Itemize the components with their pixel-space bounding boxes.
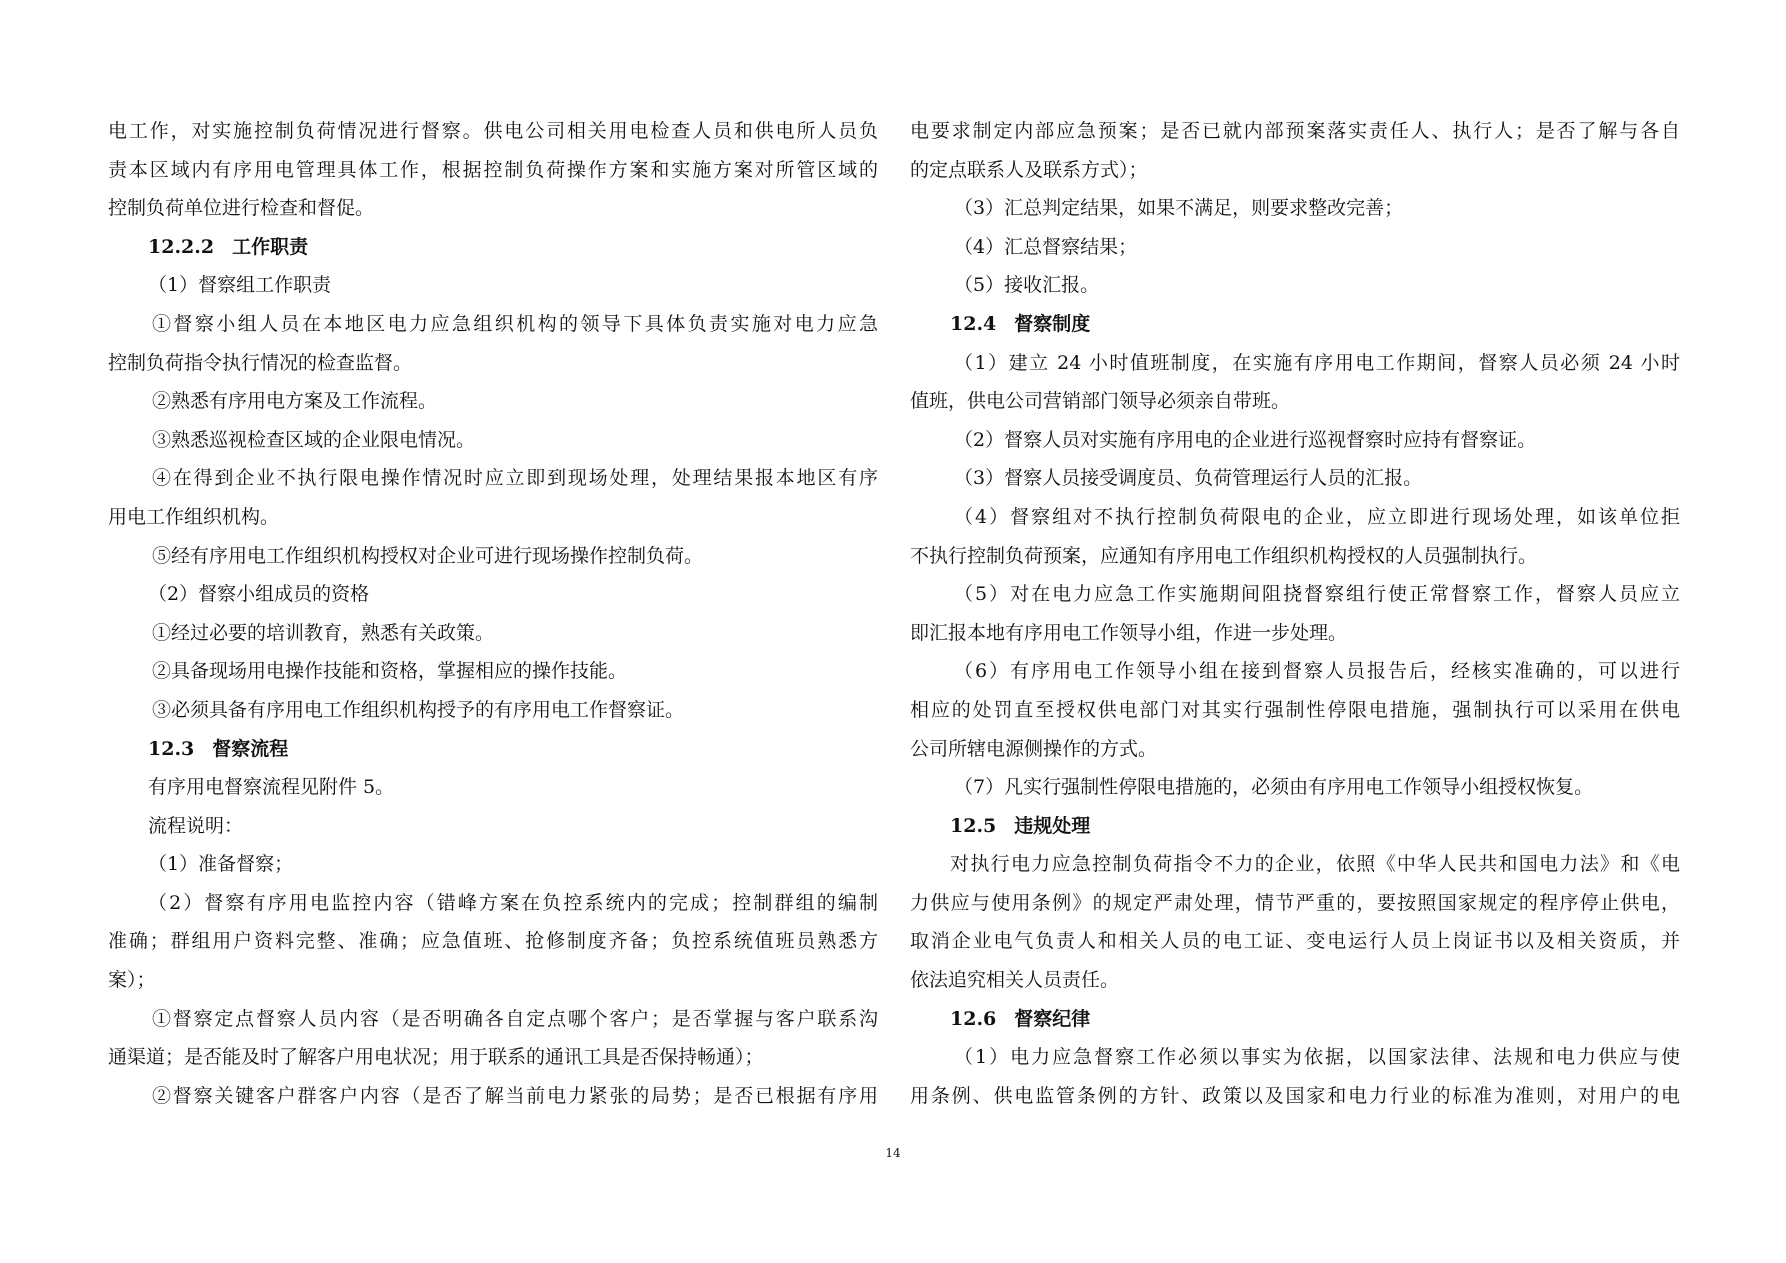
text-line: 取消企业电气负责人和相关人员的电工证、变电运行人员上岗证书以及相关资质，并 bbox=[910, 930, 1680, 953]
section-number: 12.3 bbox=[148, 737, 195, 760]
text-line: 电工作，对实施控制负荷情况进行督察。供电公司相关用电检查人员和供电所人员负 bbox=[108, 120, 878, 142]
text-line: （5）对在电力应急工作实施期间阻挠督察组行使正常督察工作，督察人员应立 bbox=[954, 583, 1680, 606]
text-line: （2）督察小组成员的资格 bbox=[148, 583, 370, 606]
text-line: ①督察小组人员在本地区电力应急组织机构的领导下具体负责实施对电力应急 bbox=[152, 312, 878, 335]
text-line: （3）汇总判定结果，如果不满足，则要求整改完善； bbox=[954, 197, 1404, 220]
section-number: 12.5 bbox=[950, 814, 997, 837]
section-number: 12.4 bbox=[950, 312, 997, 335]
text-line: 用条例、供电监管条例的方针、政策以及国家和电力行业的标准为准则，对用户的电 bbox=[910, 1084, 1680, 1107]
section-title: 工作职责 bbox=[232, 235, 309, 258]
text-line: 电要求制定内部应急预案；是否已就内部预案落实责任人、执行人；是否了解与各自 bbox=[910, 120, 1680, 142]
text-line: （7）凡实行强制性停限电措施的，必须由有序用电工作领导小组授权恢复。 bbox=[954, 776, 1594, 799]
text-line: 对执行电力应急控制负荷指令不力的企业，依照《中华人民共和国电力法》和《电 bbox=[950, 853, 1680, 876]
text-line: （4）汇总督察结果； bbox=[954, 235, 1138, 258]
text-line: ②熟悉有序用电方案及工作流程。 bbox=[152, 390, 438, 413]
section-title: 督察制度 bbox=[1014, 312, 1091, 335]
text-line: （5）接收汇报。 bbox=[954, 274, 1100, 297]
text-line: 值班，供电公司营销部门领导必须亲自带班。 bbox=[910, 390, 1291, 413]
text-line: （1）准备督察； bbox=[148, 853, 294, 876]
text-line: 依法追究相关人员责任。 bbox=[910, 969, 1120, 992]
text-line: 不执行控制负荷预案，应通知有序用电工作组织机构授权的人员强制执行。 bbox=[910, 544, 1538, 567]
text-line: 流程说明： bbox=[148, 814, 244, 837]
text-line: 用电工作组织机构。 bbox=[108, 505, 280, 528]
text-line: ②具备现场用电操作技能和资格，掌握相应的操作技能。 bbox=[152, 660, 628, 683]
section-title: 违规处理 bbox=[1014, 814, 1091, 837]
text-line: 相应的处罚直至授权供电部门对其实行强制性停限电措施，强制执行可以采用在供电 bbox=[910, 698, 1680, 721]
section-number: 12.6 bbox=[950, 1007, 997, 1030]
text-line: 控制负荷单位进行检查和督促。 bbox=[108, 197, 375, 220]
text-line: ①经过必要的培训教育，熟悉有关政策。 bbox=[152, 621, 495, 644]
text-line: （1）电力应急督察工作必须以事实为依据，以国家法律、法规和电力供应与使 bbox=[954, 1046, 1680, 1069]
text-line: ③熟悉巡视检查区域的企业限电情况。 bbox=[152, 428, 476, 451]
text-line: ⑤经有序用电工作组织机构授权对企业可进行现场操作控制负荷。 bbox=[152, 544, 704, 567]
section-heading bbox=[108, 730, 878, 769]
text-line: 案）； bbox=[108, 969, 156, 992]
section-title: 督察纪律 bbox=[1014, 1007, 1091, 1030]
page-number: 14 bbox=[885, 1146, 901, 1160]
left-column bbox=[108, 112, 878, 1115]
text-line: ②督察关键客户群客户内容（是否了解当前电力紧张的局势；是否已根据有序用 bbox=[152, 1084, 878, 1107]
text-line: ④在得到企业不执行限电操作情况时应立即到现场处理，处理结果报本地区有序 bbox=[152, 467, 878, 490]
section-title: 督察流程 bbox=[212, 737, 289, 760]
text-line: 控制负荷指令执行情况的检查监督。 bbox=[108, 351, 413, 374]
text-line: 有序用电督察流程见附件 5。 bbox=[148, 776, 395, 799]
section-heading bbox=[910, 305, 1680, 344]
text-line: 责本区域内有序用电管理具体工作，根据控制负荷操作方案和实施方案对所管区域的 bbox=[108, 158, 878, 181]
text-line: （4）督察组对不执行控制负荷限电的企业，应立即进行现场处理，如该单位拒 bbox=[954, 505, 1680, 528]
text-line: （3）督察人员接受调度员、负荷管理运行人员的汇报。 bbox=[954, 467, 1423, 490]
text-line: ③必须具备有序用电工作组织机构授予的有序用电工作督察证。 bbox=[152, 698, 685, 721]
text-line: 即汇报本地有序用电工作领导小组，作进一步处理。 bbox=[910, 621, 1348, 644]
text-line: （2）督察人员对实施有序用电的企业进行巡视督察时应持有督察证。 bbox=[954, 428, 1537, 451]
text-line: 通渠道；是否能及时了解客户用电状况；用于联系的通讯工具是否保持畅通）； bbox=[108, 1046, 764, 1069]
text-line: 公司所辖电源侧操作的方式。 bbox=[910, 737, 1158, 760]
text-line: 力供应与使用条例》的规定严肃处理，情节严重的，要按照国家规定的程序停止供电， bbox=[910, 891, 1680, 914]
text-line: （1）建立 24 小时值班制度，在实施有序用电工作期间，督察人员必须 24 小时 bbox=[954, 351, 1680, 374]
text-line: ①督察定点督察人员内容（是否明确各自定点哪个客户；是否掌握与客户联系沟 bbox=[152, 1007, 878, 1030]
text-line: （6）有序用电工作领导小组在接到督察人员报告后，经核实准确的，可以进行 bbox=[954, 660, 1680, 683]
text-line: 准确；群组用户资料完整、准确；应急值班、抢修制度齐备；负控系统值班员熟悉方 bbox=[108, 930, 878, 953]
text-line: 的定点联系人及联系方式）； bbox=[910, 158, 1148, 181]
text-line: （2）督察有序用电监控内容（错峰方案在负控系统内的完成；控制群组的编制 bbox=[148, 891, 878, 914]
text-line: （1）督察组工作职责 bbox=[148, 274, 332, 297]
right-column bbox=[910, 112, 1680, 1115]
section-heading bbox=[910, 807, 1680, 846]
section-number: 12.2.2 bbox=[148, 235, 215, 258]
section-heading bbox=[910, 1000, 1680, 1039]
section-heading bbox=[108, 228, 878, 267]
